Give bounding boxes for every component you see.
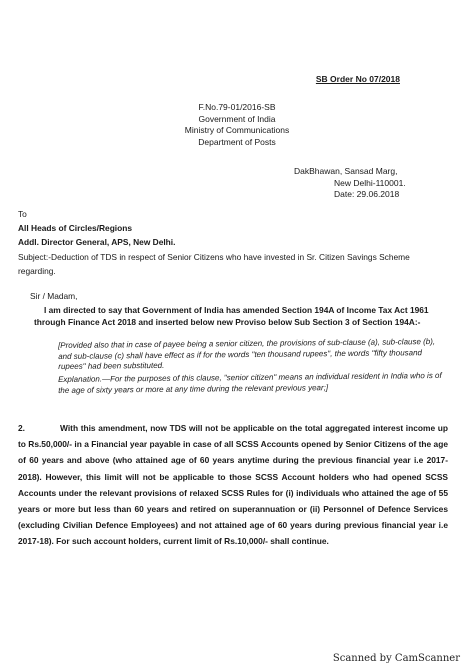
header-government: Government of India	[198, 113, 276, 124]
to-label: To	[18, 209, 27, 219]
scanner-watermark: Scanned by CamScanner	[332, 653, 460, 664]
paragraph-1: I am directed to say that Government of India has amended Section 194A of Income Tax Act 1961 through Finance Act 2018 and inserted below new Proviso below Sub Section 3 of Section 194A:-	[34, 305, 429, 327]
paragraph-2-text: With this amendment, now TDS will not be applicable on the total aggregated interest income up to Rs.50,000/- in a Financial year payable in case of all SCSS Accounts opened by Senior Citizens of the age of 60 years and above (who attained age of 60 years anytime during the previous financial year i.e 2017-2018). However, this limit will not be applicable to those SCSS Account holders who had opened SCSS Accounts under the relevant provisions of relaxed SCSS Rules for (i) individuals who attained the age of 55 years or more but less than 60 years and retired on superannuation or (ii) Personnel of Defence Services (excluding Civilian Defence Employees) and not attained age of 60 years during previous financial year i.e 2017-18). For such account holders, current limit of Rs.10,000/- shall continue.	[18, 423, 448, 547]
explanation-quote: Explanation.—For the purposes of this clause, "senior citizen" means an individual resident in India who is of the age of sixty years or more at any time during the relevant previous year;]	[58, 370, 442, 395]
recipient-line-2: Addl. Director General, APS, New Delhi.	[18, 237, 176, 247]
paragraph-number: 2.	[18, 423, 25, 433]
salutation: Sir / Madam,	[30, 291, 78, 301]
header-ministry: Ministry of Communications	[184, 125, 290, 135]
address-line-2: New Delhi-110001.	[334, 177, 406, 188]
file-number: F.No.79-01/2016-SB	[198, 102, 276, 112]
header-department: Department of Posts	[198, 136, 276, 147]
date-line: Date: 29.06.2018	[334, 189, 400, 199]
recipient-line-1: All Heads of Circles/Regions	[18, 223, 133, 233]
subject-line: Subject:-Deduction of TDS in respect of Senior Citizens who have invested in Sr. Citizen Savings Scheme regarding.	[18, 252, 410, 276]
sender-address	[294, 166, 406, 201]
proviso-quote: [Provided also that in case of payee being a senior citizen, the provisions of sub-clause (a), sub-clause (b), and sub-clause (c) shall have effect as if for the words "ten thousand rupees", the words "fifty thousand rupees" had been substituted.	[58, 337, 436, 371]
order-number: SB Order No 07/2018	[315, 74, 400, 84]
paragraph-2	[18, 420, 448, 550]
address-line-1: DakBhawan, Sansad Marg,	[294, 166, 398, 176]
